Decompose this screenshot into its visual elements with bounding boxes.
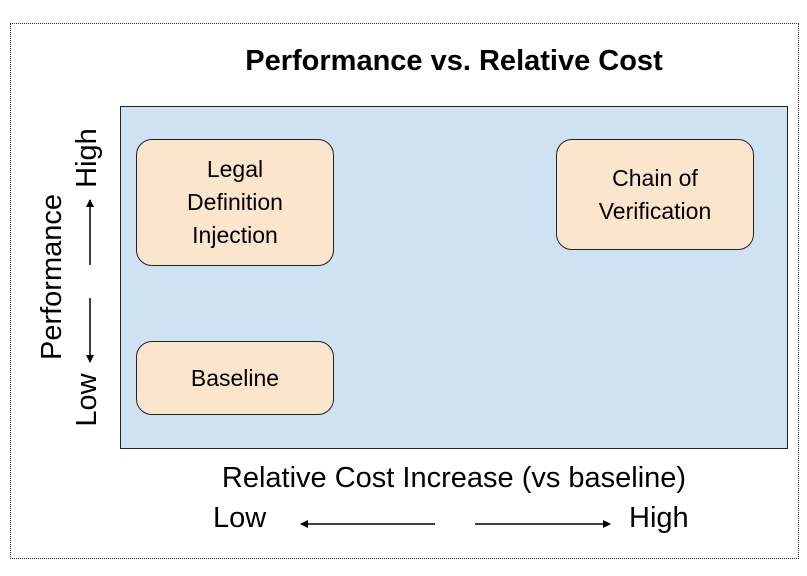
box-label-line: Baseline — [190, 364, 280, 391]
x-axis-low-label: Low — [213, 502, 267, 534]
x-axis-high-label: High — [629, 502, 689, 534]
box-label-line: Injection — [192, 222, 278, 248]
x-axis-label: Relative Cost Increase (vs baseline) — [221, 462, 687, 494]
box-label-line: Definition — [187, 189, 283, 215]
y-axis-high-label: High — [71, 128, 103, 188]
box-label-line: Legal — [206, 156, 264, 182]
y-axis-label: Performance — [36, 193, 68, 361]
diagram-title: Performance vs. Relative Cost — [245, 45, 663, 77]
y-axis-low-label: Low — [71, 373, 103, 427]
box-label-line: Chain of — [612, 164, 698, 191]
box-label-line: Verification — [598, 197, 712, 224]
